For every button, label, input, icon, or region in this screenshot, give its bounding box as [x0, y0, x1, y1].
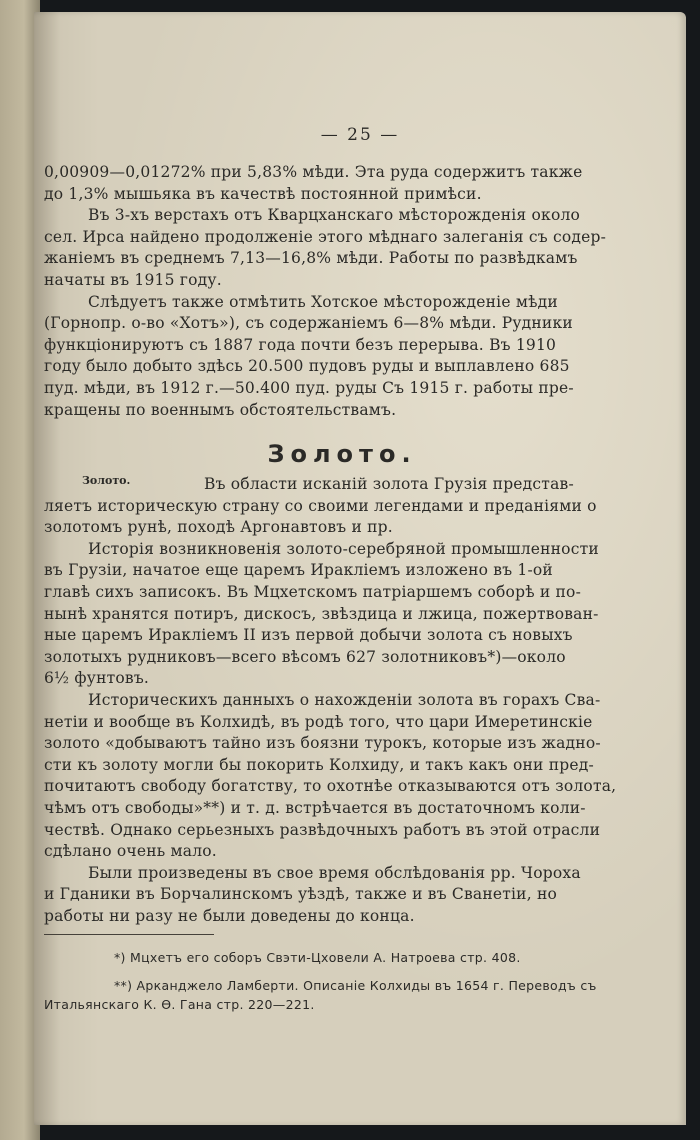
- text-line: золотомъ рунѣ, походѣ Аргонавтовъ и пр.: [44, 518, 393, 537]
- text-line: 0,00909—0,01272% при 5,83% мѣди. Эта руда содержитъ также: [44, 163, 583, 181]
- text-line: Слѣдуетъ также отмѣтить Хотское мѣсторожденіе мѣди: [88, 292, 558, 311]
- text-line: нетіи и вообще въ Колхидѣ, въ родѣ того, что цари Имеретинскіе: [44, 712, 593, 731]
- text-line: кращены по военнымъ обстоятельствамъ.: [44, 400, 397, 419]
- text-line: Исторія возникновенія золото-серебряной промышленности: [88, 539, 599, 558]
- footnote-1: *) Мцхетъ его соборъ Свэти-Цховели А. Натроева стр. 408.: [114, 950, 521, 965]
- page-number: — 25 —: [320, 125, 400, 145]
- text-line: Въ 3-хъ верстахъ отъ Кварцханскаго мѣсторожденія около: [88, 206, 581, 225]
- text-line: сел. Ирса найдено продолженіе этого мѣднаго залеганія съ содер-: [44, 227, 607, 246]
- footnote-2: **) Арканджело Ламберти. Описаніе Колхиды въ 1654 г. Переводъ съ: [114, 978, 597, 993]
- text-line: золотыхъ рудниковъ—всего вѣсомъ 627 золотниковъ*)—около: [44, 647, 566, 666]
- text-line: ные царемъ Иракліемъ II изъ первой добычи золота съ новыхъ: [44, 626, 573, 645]
- text-line: въ Грузіи, начатое еще царемъ Иракліемъ изложено въ 1-ой: [44, 561, 553, 580]
- text-line: пуд. мѣди, въ 1912 г.—50.400 пуд. руды Съ 1915 г. работы пре-: [44, 379, 574, 397]
- text-line: Въ области исканій золота Грузія представ-: [204, 475, 574, 493]
- text-line: работы ни разу не были доведены до конца.: [44, 907, 415, 925]
- text-line: до 1,3% мышьяка въ качествѣ постоянной примѣси.: [44, 184, 482, 203]
- text-line: (Горнопр. о-во «Хотъ»), съ содержаніемъ 6—8% мѣди. Рудники: [44, 314, 573, 333]
- text-line: Были произведены въ свое время обслѣдованія рр. Чороха: [88, 863, 581, 882]
- text-line: ляетъ историческую страну со своими легендами и преданіями о: [44, 496, 597, 515]
- margin-note: Золото.: [82, 474, 131, 487]
- text-line: жаніемъ въ среднемъ 7,13—16,8% мѣди. Работы по развѣдкамъ: [44, 249, 578, 268]
- text-line: золото «добываютъ тайно изъ боязни турокъ, которые изъ жадно-: [44, 734, 601, 753]
- footnote-rule: [44, 934, 214, 935]
- text-line: начаты въ 1915 году.: [44, 271, 222, 289]
- text-line: и Гданики въ Борчалинскомъ уѣздѣ, также и въ Сванетіи, но: [44, 885, 558, 904]
- text-line: чѣмъ отъ свободы»**) и т. д. встрѣчается въ достаточномъ коли-: [44, 799, 586, 817]
- text-line: сти къ золоту могли бы покорить Колхиду, и такъ какъ они пред-: [44, 755, 594, 774]
- text-line: функціонируютъ съ 1887 года почти безъ перерыва. Въ 1910: [44, 335, 557, 354]
- text-line: году было добыто здѣсь 20.500 пудовъ руды и выплавлено 685: [44, 357, 570, 376]
- text-line: главѣ сихъ записокъ. Въ Мцхетскомъ патріаршемъ соборѣ и по-: [44, 583, 582, 601]
- book-page: [34, 12, 686, 1125]
- text-line: нынѣ хранятся потиръ, дискосъ, звѣздица и лжица, пожертвован-: [44, 604, 599, 623]
- text-line: Историческихъ данныхъ о нахожденіи золота въ горахъ Сва-: [88, 691, 601, 709]
- text-line: почитаютъ свободу богатству, то охотнѣе отказываются отъ золота,: [44, 777, 617, 796]
- section-heading: Золото.: [267, 440, 417, 468]
- text-line: чествѣ. Однако серьезныхъ развѣдочныхъ работъ въ этой отрасли: [44, 820, 601, 839]
- text-line: сдѣлано очень мало.: [44, 842, 217, 861]
- footnote-2-cont: Итальянскаго К. Ө. Гана стр. 220—221.: [44, 997, 315, 1012]
- text-line: 6½ фунтовъ.: [44, 669, 150, 688]
